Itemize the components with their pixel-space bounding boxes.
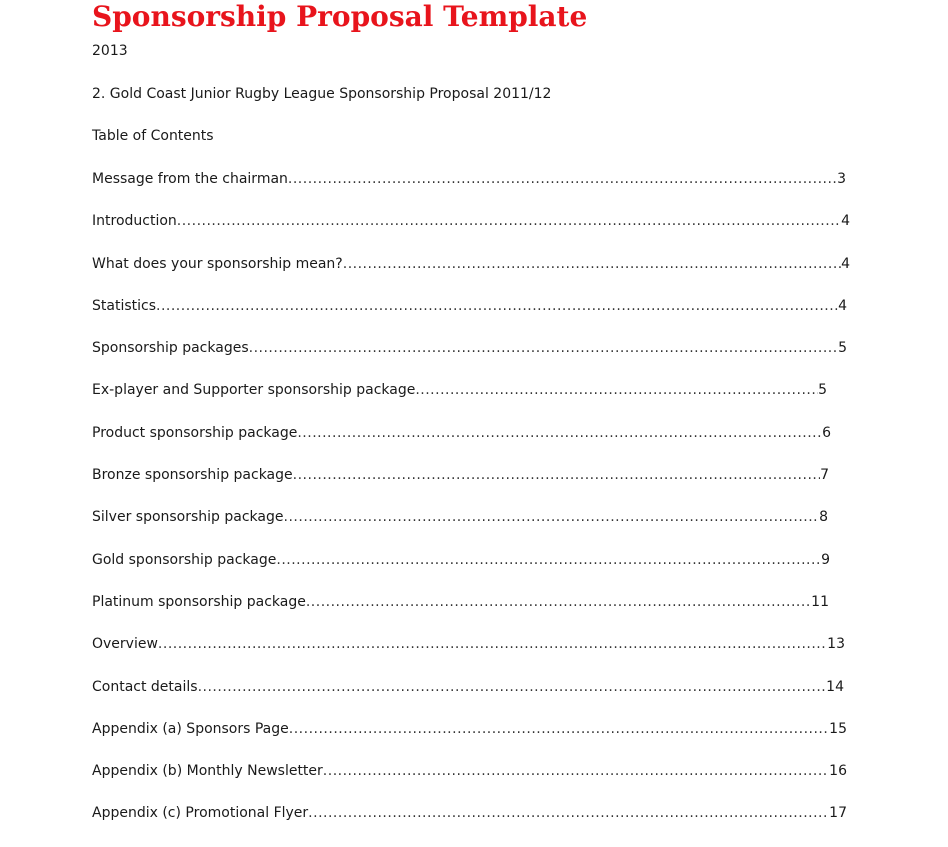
- toc-entry[interactable]: [92, 678, 844, 720]
- toc-entry[interactable]: [92, 339, 847, 381]
- toc-entry-page: 4: [841, 255, 850, 272]
- toc-entry[interactable]: [92, 551, 830, 593]
- toc-entry[interactable]: [92, 212, 850, 254]
- table-of-contents: [92, 170, 850, 847]
- toc-entry-page: 15: [829, 720, 847, 737]
- toc-dot-leader: [415, 381, 818, 399]
- toc-dot-leader: [156, 297, 838, 315]
- toc-entry[interactable]: [92, 255, 850, 297]
- toc-entry-label: What does your sponsorship mean?: [92, 255, 343, 272]
- toc-dot-leader: [323, 762, 829, 780]
- document-subheading: 2. Gold Coast Junior Rugby League Sponsorship Proposal 2011/12: [92, 86, 552, 102]
- toc-entry-label: Product sponsorship package: [92, 424, 298, 441]
- toc-entry-page: 8: [819, 509, 828, 526]
- toc-entry-page: 16: [829, 763, 847, 780]
- toc-entry[interactable]: [92, 635, 845, 677]
- document-year: 2013: [92, 43, 128, 59]
- toc-entry[interactable]: [92, 720, 847, 762]
- toc-dot-leader: [289, 720, 829, 738]
- toc-entry[interactable]: [92, 593, 829, 635]
- document-title: Sponsorship Proposal Template: [92, 0, 588, 33]
- toc-entry-page: 4: [841, 213, 850, 230]
- toc-entry[interactable]: [92, 297, 847, 339]
- toc-entry-page: 5: [818, 382, 827, 399]
- toc-entry-page: 6: [822, 424, 831, 441]
- toc-entry-label: Appendix (a) Sponsors Page: [92, 720, 289, 737]
- toc-entry-label: Appendix (b) Monthly Newsletter: [92, 763, 323, 780]
- toc-dot-leader: [288, 170, 837, 188]
- toc-entry-label: Platinum sponsorship package: [92, 593, 306, 610]
- toc-entry[interactable]: [92, 508, 828, 550]
- toc-entry-label: Overview: [92, 636, 158, 653]
- toc-entry-page: 7: [820, 467, 829, 484]
- toc-entry-page: 11: [811, 593, 829, 610]
- toc-heading: Table of Contents: [92, 128, 214, 144]
- toc-entry-page: 4: [838, 297, 847, 314]
- toc-entry-label: Introduction: [92, 213, 177, 230]
- toc-entry-label: Gold sponsorship package: [92, 551, 277, 568]
- toc-dot-leader: [293, 466, 820, 484]
- toc-entry-page: 9: [821, 551, 830, 568]
- toc-dot-leader: [284, 508, 820, 526]
- toc-entry[interactable]: [92, 466, 829, 508]
- toc-entry[interactable]: [92, 381, 827, 423]
- toc-entry-page: 5: [838, 340, 847, 357]
- toc-entry-label: Appendix (c) Promotional Flyer: [92, 805, 309, 822]
- toc-dot-leader: [306, 593, 811, 611]
- toc-entry-label: Silver sponsorship package: [92, 509, 284, 526]
- toc-dot-leader: [276, 551, 821, 569]
- toc-entry-page: 17: [829, 805, 847, 822]
- toc-dot-leader: [198, 678, 827, 696]
- toc-dot-leader: [158, 635, 827, 653]
- toc-dot-leader: [308, 804, 829, 822]
- toc-entry-label: Bronze sponsorship package: [92, 467, 293, 484]
- toc-entry[interactable]: [92, 762, 847, 804]
- toc-entry-label: Ex-player and Supporter sponsorship package: [92, 382, 416, 399]
- toc-entry-label: Message from the chairman: [92, 171, 288, 187]
- toc-entry[interactable]: [92, 804, 847, 846]
- toc-entry-label: Sponsorship packages: [92, 340, 249, 357]
- toc-dot-leader: [249, 339, 838, 357]
- toc-entry[interactable]: [92, 424, 831, 466]
- toc-entry-label: Contact details: [92, 678, 198, 695]
- toc-dot-leader: [297, 424, 822, 442]
- toc-entry-page: 13: [827, 636, 845, 653]
- toc-dot-leader: [177, 212, 841, 230]
- toc-entry-page: 3: [837, 171, 846, 187]
- toc-entry-page: 14: [826, 678, 844, 695]
- toc-entry-label: Statistics: [92, 297, 156, 314]
- toc-entry[interactable]: [92, 170, 846, 212]
- toc-dot-leader: [343, 255, 841, 273]
